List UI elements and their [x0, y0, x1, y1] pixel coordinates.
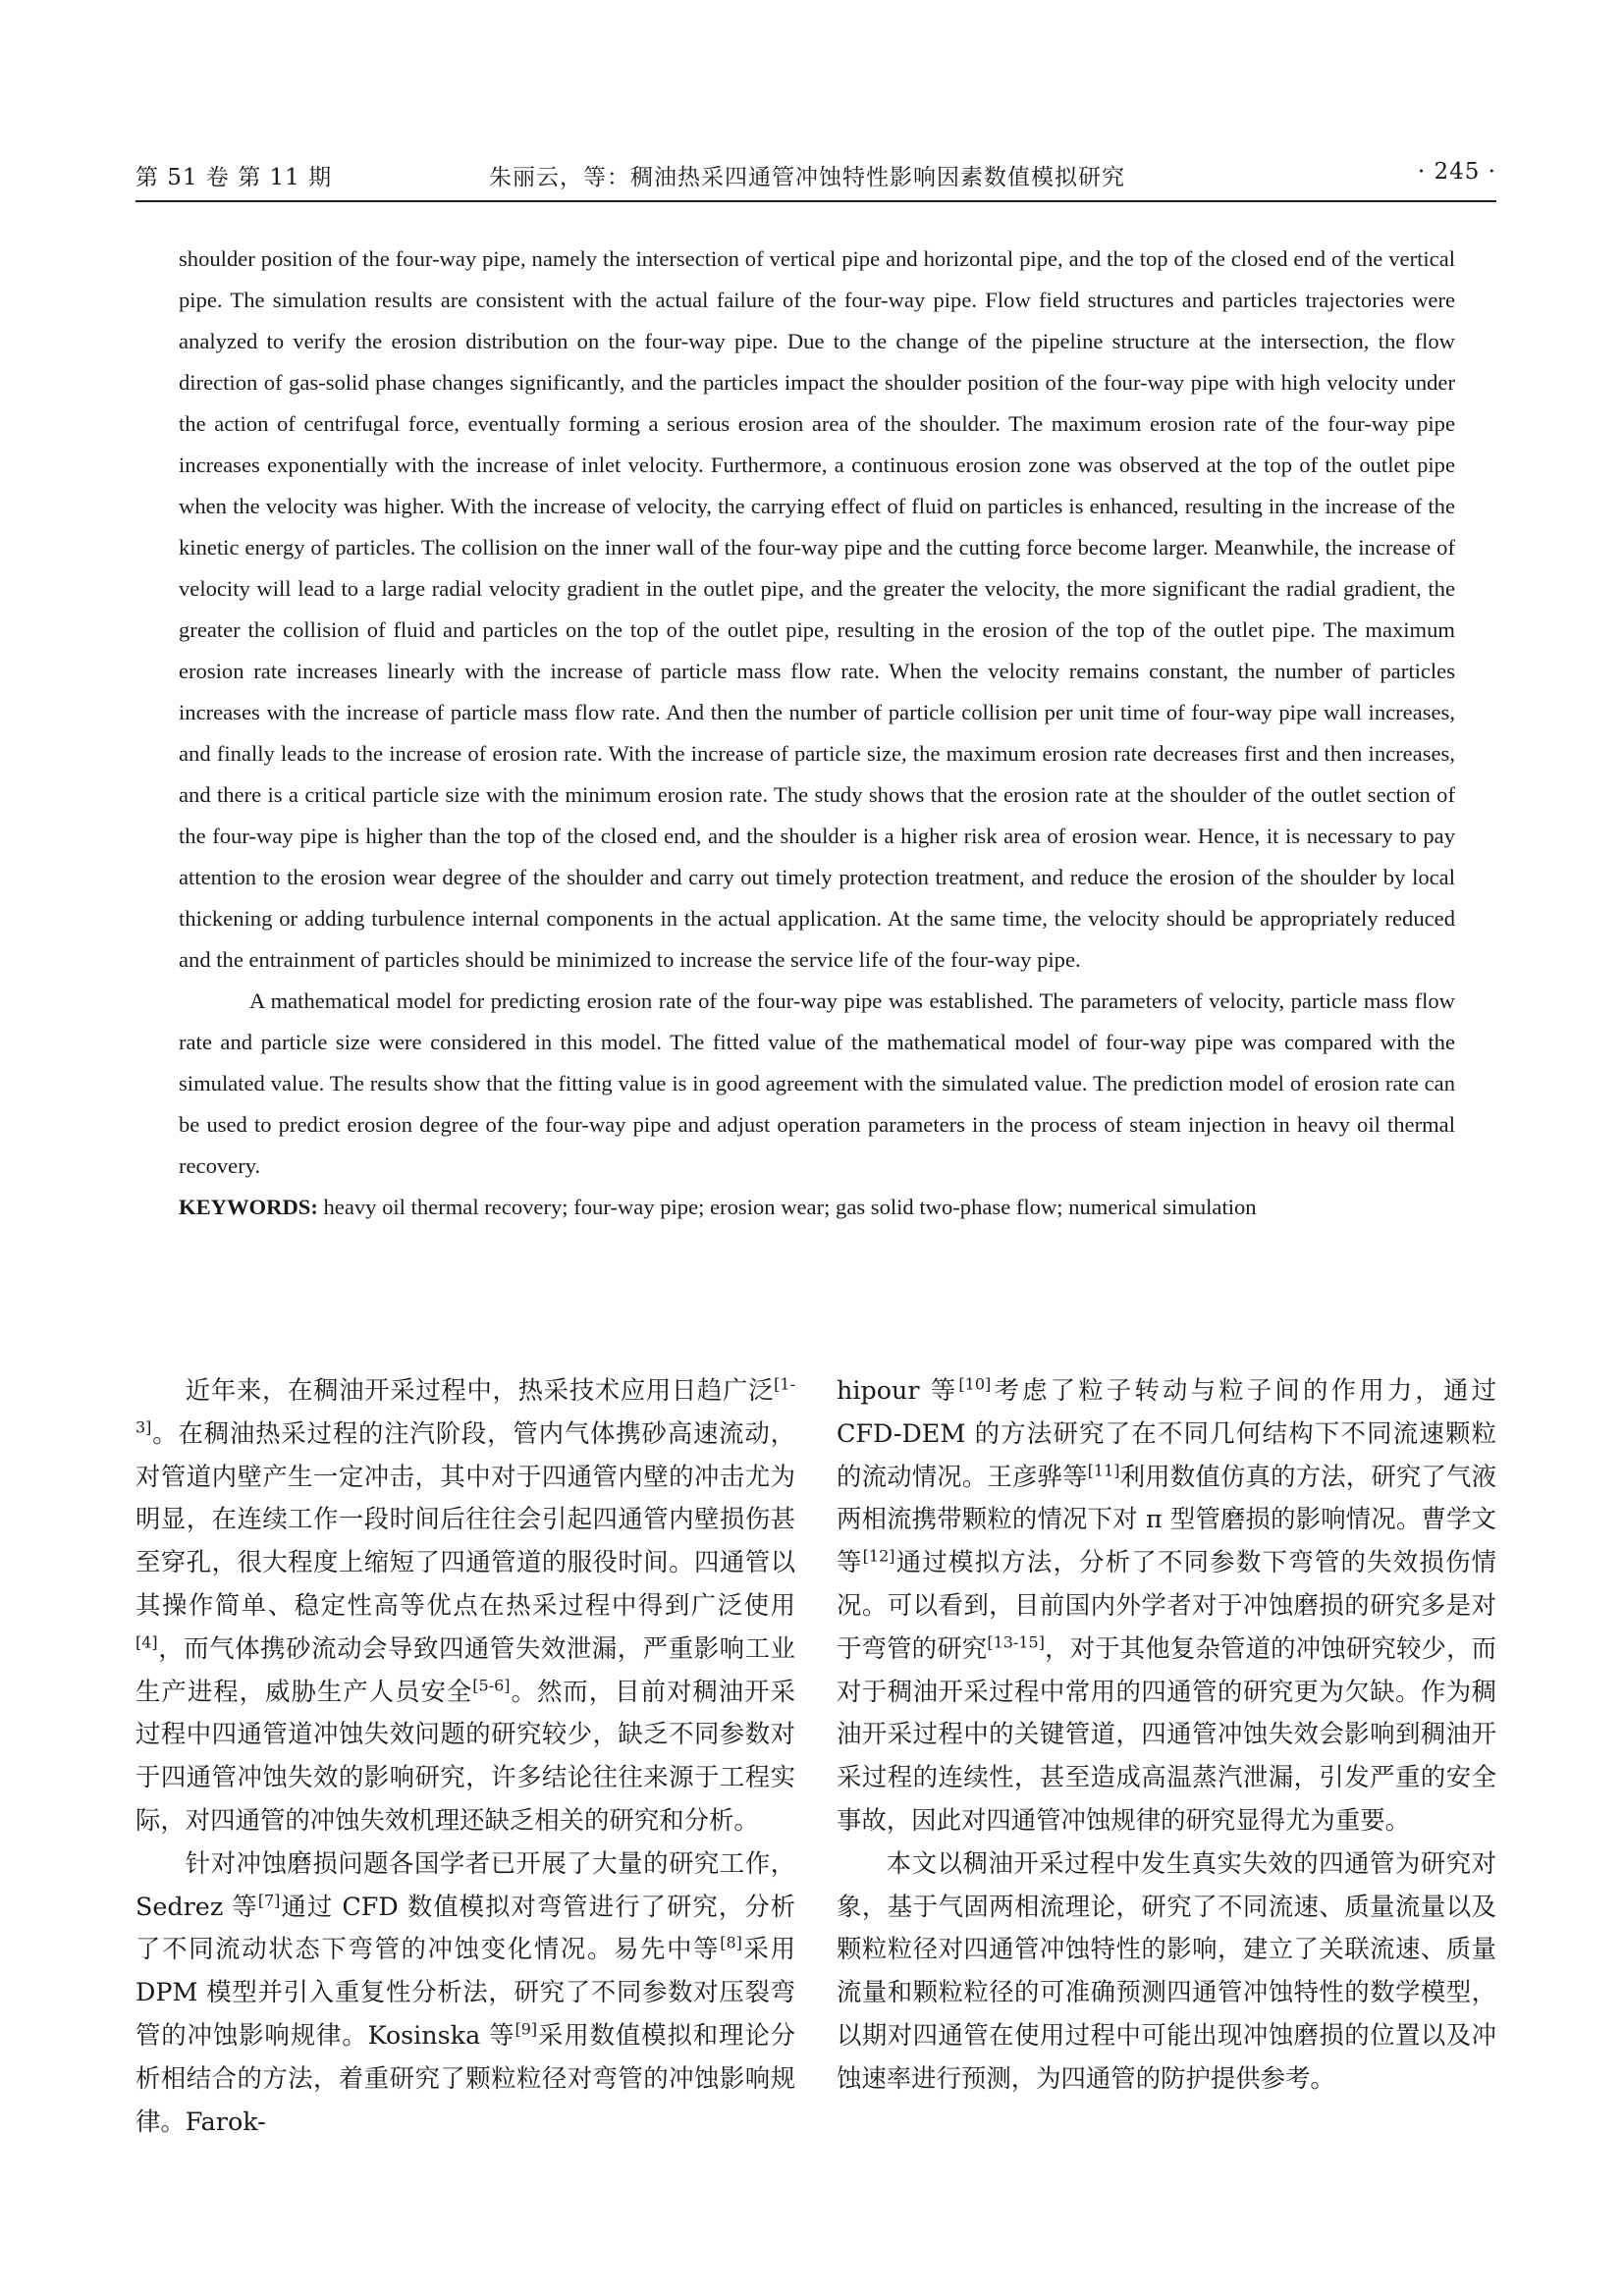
keywords [179, 1187, 1455, 1228]
body-column-right [837, 1369, 1496, 2101]
journal-volume-issue: 第 51 卷 第 11 期 [135, 165, 333, 190]
citation: [12] [862, 1546, 895, 1566]
citation: [4] [135, 1632, 158, 1652]
citation: [8] [720, 1933, 742, 1952]
body-paragraph: hipour 等[10]考虑了粒子转动与粒子间的作用力，通过 CFD-DEM 的方法研究了在不同几何结构下不同流速颗粒的流动情况。王彦骅等[11]利用数值仿真的方法，研究了气液两相流携带颗粒的情况下对 π 型管磨损的影响情况。曹学文等[12]通过模拟方法，分析了不同参数下弯管的失效损伤情况。可以看到，目前国内外学者对于冲蚀磨损的研究多是对于弯管的研究[13-15]，对于其他复杂管道的冲蚀研究较少，而对于稠油开采过程中常用的四通管的研究更为欠缺。作为稠油开采过程中的关键管道，四通管冲蚀失效会影响到稠油开采过程的连续性，甚至造成高温蒸汽泄漏，引发严重的安全事故，因此对四通管冲蚀规律的研究显得尤为重要。 [837, 1374, 1497, 1835]
english-abstract [179, 239, 1455, 1228]
citation: [9] [514, 2019, 538, 2039]
keywords-text: heavy oil thermal recovery; four-way pipe; erosion wear; gas solid two-phase flow; numerical simulation [317, 1195, 1257, 1219]
running-header [135, 157, 1496, 202]
abstract-paragraph: A mathematical model for predicting erosion rate of the four-way pipe was established. The parameters of velocity, particle mass flow rate and particle size were considered in this model. The fitted value of the mathematical model of four-way pipe was compared with the simulated value. The results show that the fitting value is in good agreement with the simulated value. The prediction model of erosion rate can be used to predict erosion degree of the four-way pipe and adjust operation parameters in the process of steam injection in heavy oil thermal recovery. [179, 988, 1455, 1178]
body-paragraph: 本文以稠油开采过程中发生真实失效的四通管为研究对象，基于气固两相流理论，研究了不同流速、质量流量以及颗粒粒径对四通管冲蚀特性的影响，建立了关联流速、质量流量和颗粒粒径的可准确预测四通管冲蚀特性的数学模型，以期对四通管在使用过程中可能出现冲蚀磨损的位置以及冲蚀速率进行预测，为四通管的防护提供参考。 [837, 1847, 1496, 2093]
body-paragraph: 近年来，在稠油开采过程中，热采技术应用日趋广泛[1-3]。在稠油热采过程的注汽阶段，管内气体携砂高速流动，对管道内壁产生一定冲击，其中对于四通管内壁的冲击尤为明显，在连续工作一段时间后往往会引起四通管内壁损伤甚至穿孔，很大程度上缩短了四通管道的服役时间。四通管以其操作简单、稳定性高等优点在热采过程中得到广泛使用[4]，而气体携砂流动会导致四通管失效泄漏，严重影响工业生产进程，威胁生产人员安全[5-6]。然而，目前对稠油开采过程中四通管道冲蚀失效问题的研究较少，缺乏不同参数对于四通管冲蚀失效的影响研究，许多结论往往来源于工程实际，对四通管的冲蚀失效机理还缺乏相关的研究和分析。 [135, 1374, 795, 1835]
citation: [11] [1087, 1461, 1120, 1480]
citation: [1-3] [135, 1374, 795, 1437]
body-column-left [135, 1369, 795, 2143]
citation: [7] [257, 1891, 281, 1910]
citation: [5-6] [472, 1676, 511, 1695]
running-title: 朱丽云，等：稠油热采四通管冲蚀特性影响因素数值模拟研究 [489, 165, 1125, 190]
citation: [10] [958, 1374, 992, 1394]
citation: [13-15] [987, 1632, 1045, 1652]
page-number: · 245 · [1417, 159, 1496, 185]
body-paragraph: 针对冲蚀磨损问题各国学者已开展了大量的研究工作，Sedrez 等[7]通过 CFD 数值模拟对弯管进行了研究，分析了不同流动状态下弯管的冲蚀变化情况。易先中等[8]采用 DPM 模型并引入重复性分析法，研究了不同参数对压裂弯管的冲蚀影响规律。Kosinska 等[9]采用数值模拟和理论分析相结合的方法，着重研究了颗粒粒径对弯管的冲蚀影响规律。Farok- [135, 1847, 796, 2136]
abstract-paragraph: shoulder position of the four-way pipe, namely the intersection of vertical pipe and horizontal pipe, and the top of the closed end of the vertical pipe. The simulation results are consistent with the actual failure of the four-way pipe. Flow field structures and particles trajectories were analyzed to verify the erosion distribution on the four-way pipe. Due to the change of the pipeline structure at the intersection, the flow direction of gas-solid phase changes significantly, and the particles impact the shoulder position of the four-way pipe with high velocity under the action of centrifugal force, eventually forming a serious erosion area of the shoulder. The maximum erosion rate of the four-way pipe increases exponentially with the increase of inlet velocity. Furthermore, a continuous erosion zone was observed at the top of the outlet pipe when the velocity was higher. With the increase of velocity, the carrying effect of fluid on particles is enhanced, resulting in the increase of the kinetic energy of particles. The collision on the inner wall of the four-way pipe and the cutting force become larger. Meanwhile, the increase of velocity will lead to a large radial velocity gradient in the outlet pipe, and the greater the velocity, the more significant the radial gradient, the greater the collision of fluid and particles on the top of the outlet pipe, resulting in the erosion of the top of the outlet pipe. The maximum erosion rate increases linearly with the increase of particle mass flow rate. When the velocity remains constant, the number of particles increases with the increase of particle mass flow rate. And then the number of particle collision per unit time of four-way pipe wall increases, and finally leads to the increase of erosion rate. With the increase of particle size, the maximum erosion rate decreases first and then increases, and there is a critical particle size with the minimum erosion rate. The study shows that the erosion rate at the shoulder of the outlet section of the four-way pipe is higher than the top of the closed end, and the shoulder is a higher risk area of erosion wear. Hence, it is necessary to pay attention to the erosion wear degree of the shoulder and carry out timely protection treatment, and reduce the erosion of the shoulder by local thickening or adding turbulence internal components in the actual application. At the same time, the velocity should be appropriately reduced and the entrainment of particles should be minimized to increase the service life of the four-way pipe. [179, 246, 1455, 972]
keywords-label: KEYWORDS: [179, 1195, 318, 1219]
